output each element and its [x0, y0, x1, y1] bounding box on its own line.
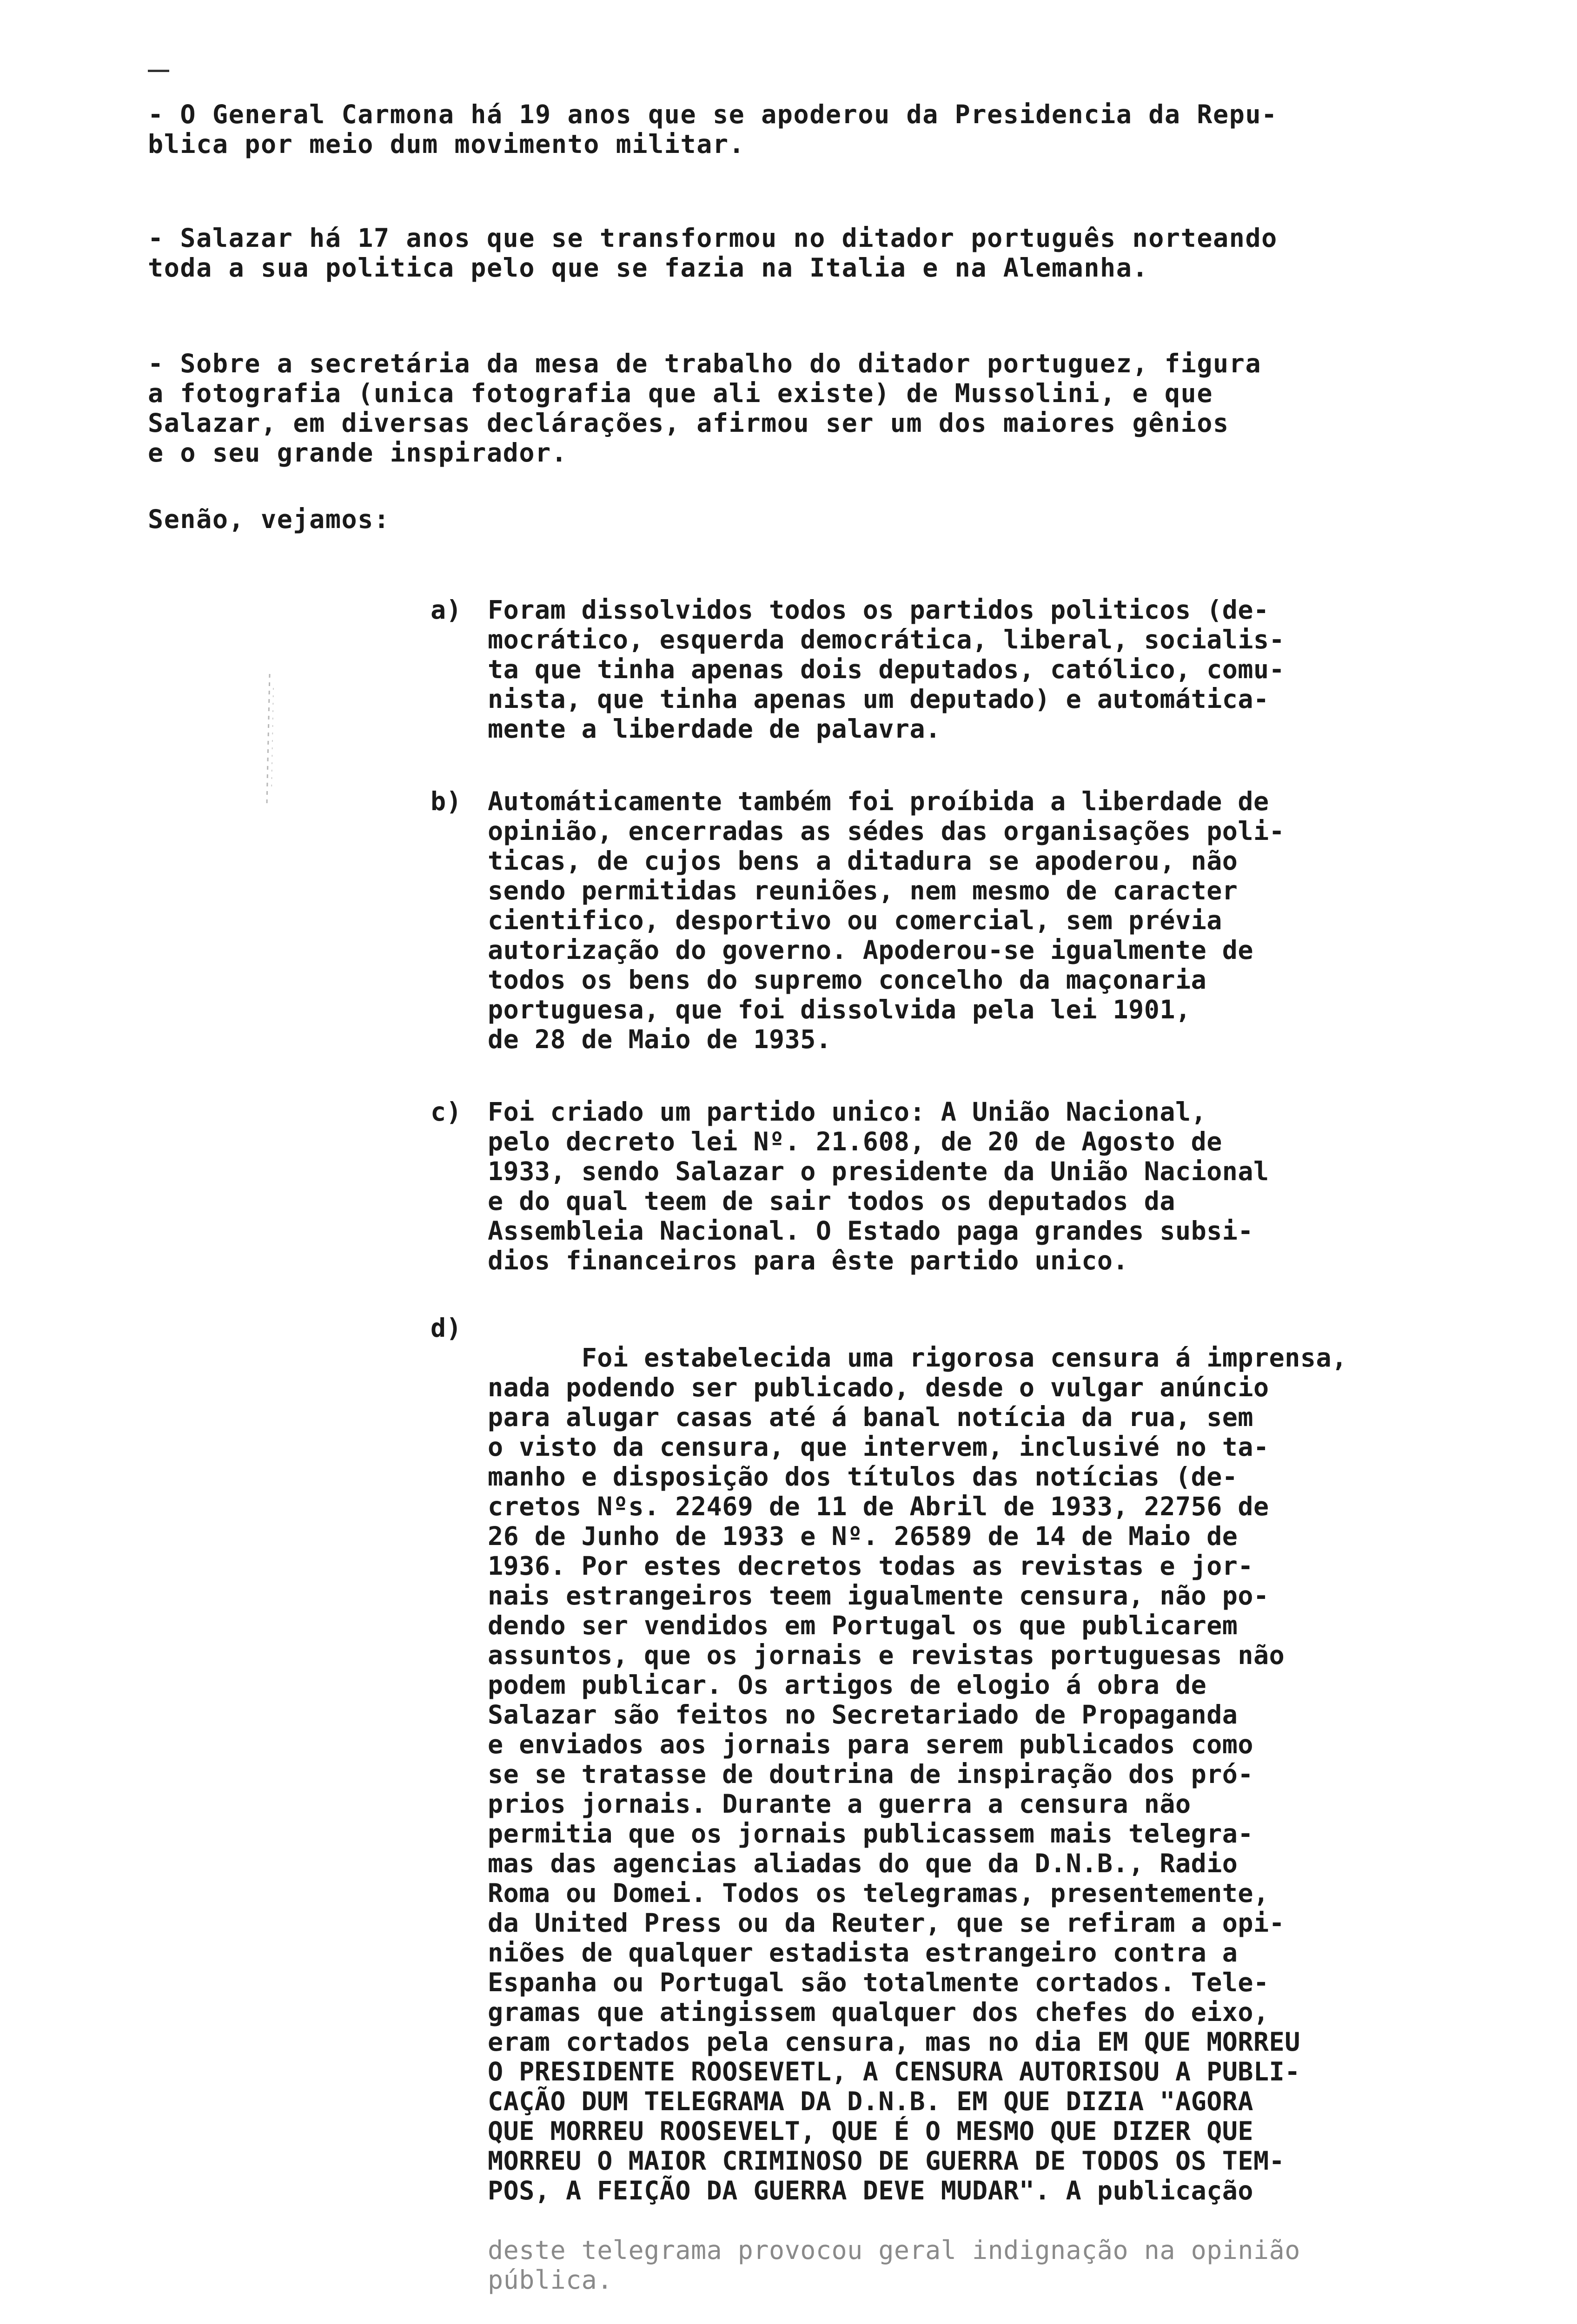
paragraph-mussolini-photo: - Sobre a secretária da mesa de trabalho do ditador portuguez, figura a fotografia (unica fotografia que ali existe) de Mussolini, e que Salazar, em diversas declárações, afirmou ser um dos maiores gênios e o seu grande inspirador. [148, 349, 1262, 468]
paragraph-vejamos: Senão, vejamos: [148, 504, 390, 534]
list-marker: c) [431, 1097, 462, 1127]
top-dash-mark [148, 70, 169, 72]
list-marker: b) [431, 786, 462, 816]
margin-faded-stamp [260, 669, 279, 809]
list-item-text: Foi estabelecida uma rigorosa censura á imprensa, nada podendo ser publicado, desde o vulgar anúncio para alugar casas até á banal notícia da rua, sem o visto da censura, que intervem, inclusivé no ta- manho e disposição dos títulos das notícias (de- cretos Nºs. 22469 de 11 de Abril de 1933, 22756 de 26 de Junho de 1933 e Nº. 26589 de 14 de Maio de 1936. Por estes decretos todas as revistas e jor- nais estrangeiros teem igualmente censura, não po- dendo ser vendidos em Portugal os que publicarem assuntos, que os jornais e revistas portuguesas não podem publicar. Os artigos de elogio á obra de Salazar são feitos no Secretariado de Propaganda e enviados aos jornais para serem publicados como se se tratasse de doutrina de inspiração dos pró- prios jornais. Durante a guerra a censura não permitia que os jornais publicassem mais telegra- mas das agencias aliadas do que da D.N.B., Radio Roma ou Domei. Todos os telegramas, presentemente, da United Press ou da Reuter, que se refiram a opi- niões de qualquer estadista estrangeiro contra a Espanha ou Portugal são totalmente cortados. Tele- gramas que atingissem qualquer dos chefes do eixo, eram cortados pela censura, mas no dia EM QUE MORREU O PRESIDENTE ROOSEVETL, A CENSURA AUTORISOU A PUBLI- CAÇÃO DUM TELEGRAMA DA D.N.B. EM QUE DIZIA "AGORA QUE MORREU ROOSEVELT, QUE É O MESMO QUE DIZER QUE MORREU O MAIOR CRIMINOSO DE GUERRA DE TODOS OS TEM- POS, A FEIÇÃO DA GUERRA DEVE MUDAR". A publicação [488, 1343, 1347, 2205]
paragraph-carmona: - O General Carmona há 19 anos que se apoderou da Presidencia da Repu- blica por meio dum movimento militar. [148, 99, 1278, 159]
paragraph-salazar-dictator: - Salazar há 17 anos que se transformou no ditador português norteando toda a sua politica pelo que se fazia na Italia e na Alemanha. [148, 223, 1278, 283]
list-item-text: Automáticamente também foi proíbida a liberdade de opinião, encerradas as sédes das organisações poli- ticas, de cujos bens a ditadura se apoderou, não sendo permitidas reuniões, nem mesmo de caracter cientifico, desportivo ou comercial, sem prévia autorização do governo. Apoderou-se igualmente de todos os bens do supremo concelho da maçonaria portuguesa, que foi dissolvida pela lei 1901, de 28 de Maio de 1935. [488, 786, 1285, 1054]
list-item-body [488, 1313, 1473, 2324]
list-item-text: Foram dissolvidos todos os partidos politicos (de- mocrático, esquerda democrática, liberal, socialis- ta que tinha apenas dois deputados, católico, comu- nista, que tinha apenas um deputado) e automática- mente a liberdade de palavra. [488, 595, 1285, 744]
list-item-text: Foi criado um partido unico: A União Nacional, pelo decreto lei Nº. 21.608, de 20 de Agosto de 1933, sendo Salazar o presidente da União Nacional e do qual teem de sair todos os deputados da Assembleia Nacional. O Estado paga grandes subsi- dios financeiros para êste partido unico. [488, 1097, 1269, 1275]
list-marker: d) [431, 1313, 462, 1343]
faded-continuation-text: deste telegrama provocou geral indignação na opinião pública. [488, 2235, 1300, 2295]
list-marker: a) [431, 595, 462, 625]
